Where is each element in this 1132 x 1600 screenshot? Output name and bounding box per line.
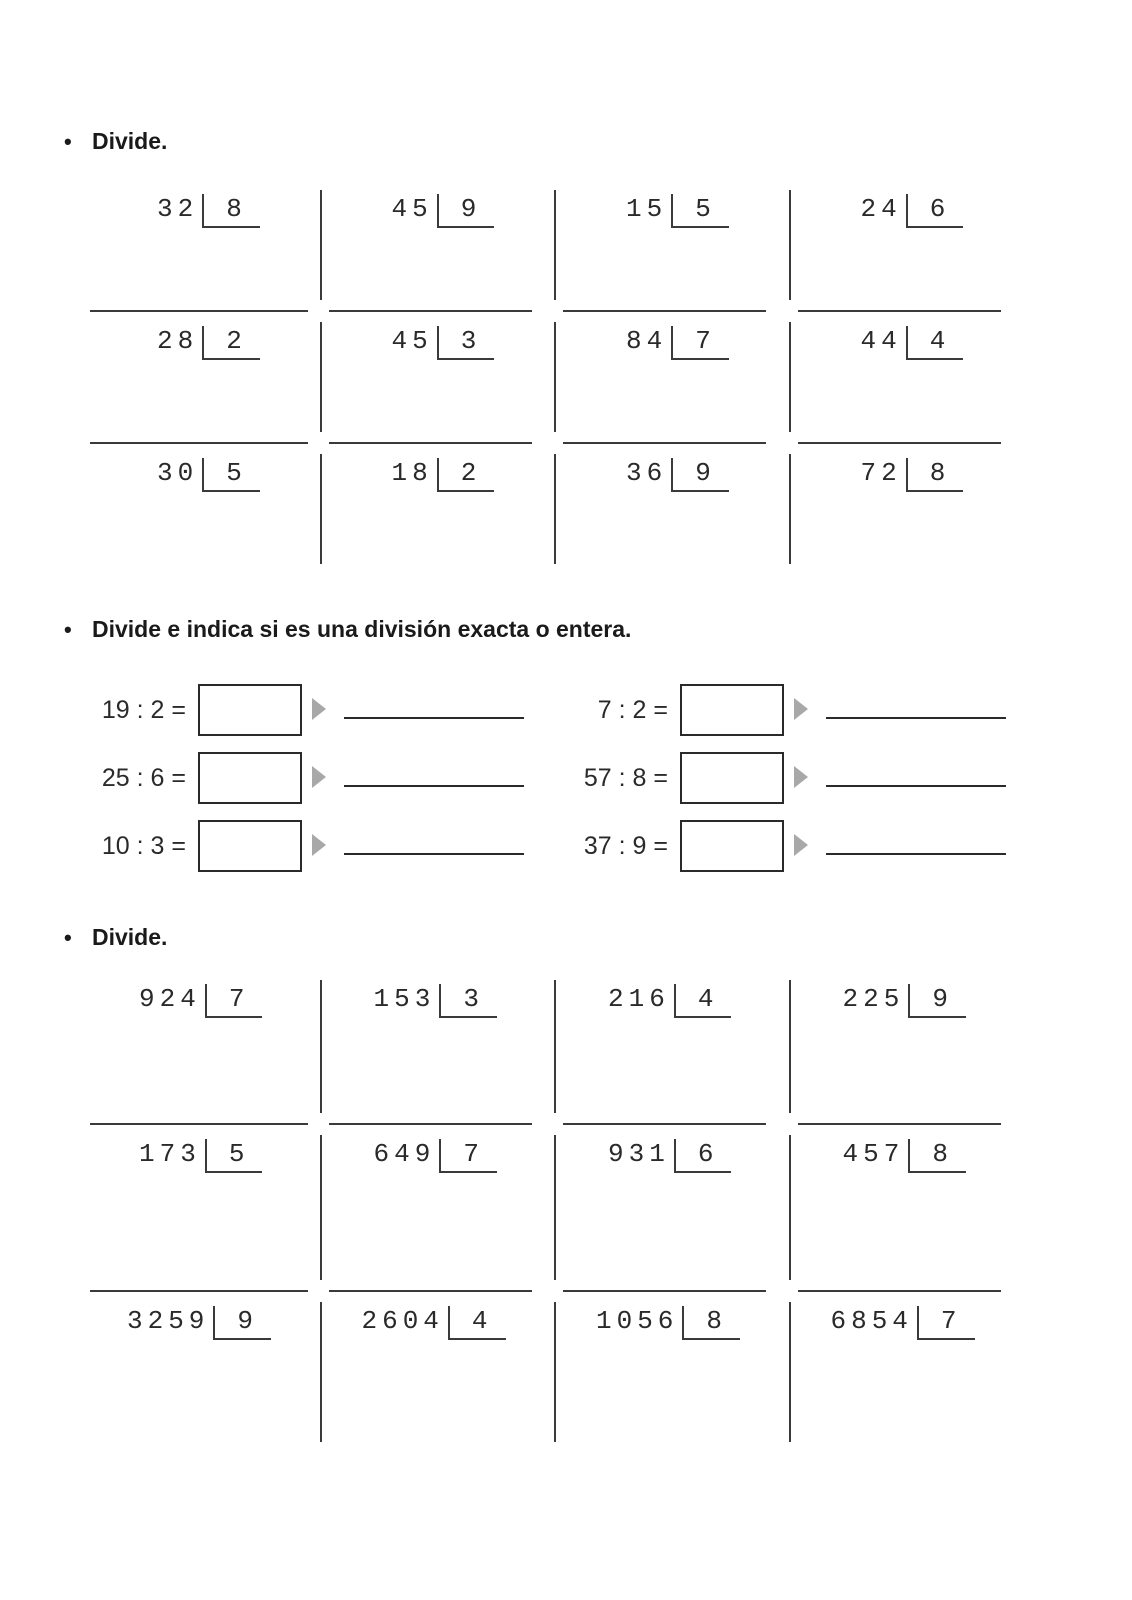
division-problem xyxy=(626,194,729,228)
column-divider xyxy=(554,1135,556,1280)
row-separator xyxy=(798,310,1001,312)
bullet-icon: • xyxy=(64,925,72,950)
row-separator xyxy=(90,1123,308,1125)
dividend: 2604 xyxy=(361,1306,444,1336)
division-cell[interactable] xyxy=(326,190,561,310)
divisor: 5 xyxy=(202,458,260,492)
classification-blank[interactable] xyxy=(344,785,524,787)
divisor: 8 xyxy=(202,194,260,228)
dividend: 225 xyxy=(842,984,905,1014)
column-divider xyxy=(789,322,791,432)
bullet-icon: • xyxy=(64,617,72,642)
dividend: 173 xyxy=(139,1139,201,1169)
arrow-right-icon xyxy=(312,766,326,788)
division-cell[interactable] xyxy=(795,190,1030,310)
division-problem xyxy=(843,1139,966,1173)
answer-box[interactable] xyxy=(198,752,302,804)
dividend: 931 xyxy=(608,1139,670,1169)
division-row xyxy=(91,454,1029,574)
column-divider xyxy=(789,454,791,564)
division-problem xyxy=(843,984,966,1018)
bullet-icon: • xyxy=(64,129,72,154)
divisor: 9 xyxy=(671,458,729,492)
division-expression: 25 : 6 = xyxy=(101,764,186,792)
division-expression: 7 : 2 = xyxy=(597,696,668,724)
arrow-right-icon xyxy=(312,834,326,856)
divisor: 5 xyxy=(205,1139,263,1173)
arrow-right-icon xyxy=(312,698,326,720)
division-cell[interactable] xyxy=(560,190,795,310)
division-cell[interactable] xyxy=(795,1302,1030,1452)
column-divider xyxy=(554,190,556,300)
division-problem xyxy=(831,1306,975,1340)
division-cell[interactable] xyxy=(91,190,326,310)
division-cell[interactable] xyxy=(326,454,561,574)
row-separator xyxy=(563,1290,766,1292)
division-row xyxy=(91,1302,1029,1452)
dividend: 44 xyxy=(860,326,902,356)
division-exercise xyxy=(572,684,1012,736)
section-2-heading xyxy=(64,616,631,643)
divisor: 7 xyxy=(671,326,729,360)
row-separator xyxy=(90,1290,308,1292)
dividend: 153 xyxy=(373,984,436,1014)
division-exercise xyxy=(572,820,1012,872)
division-problem xyxy=(596,1306,740,1340)
row-separator xyxy=(329,310,532,312)
divisor: 9 xyxy=(213,1306,271,1340)
division-cell[interactable] xyxy=(795,1135,1030,1290)
column-divider xyxy=(789,190,791,300)
division-exercise xyxy=(90,820,530,872)
arrow-right-icon xyxy=(794,698,808,720)
row-separator xyxy=(563,442,766,444)
division-expression: 10 : 3 = xyxy=(101,832,186,860)
section-3-heading xyxy=(64,924,167,951)
column-divider xyxy=(554,322,556,432)
divisor: 2 xyxy=(437,458,495,492)
dividend: 28 xyxy=(157,326,199,356)
classification-blank[interactable] xyxy=(826,717,1006,719)
division-problem xyxy=(861,326,964,360)
division-cell[interactable] xyxy=(795,322,1030,442)
division-problem xyxy=(374,984,497,1018)
division-cell[interactable] xyxy=(326,322,561,442)
dividend: 45 xyxy=(391,326,433,356)
row-separator xyxy=(329,442,532,444)
divisor: 7 xyxy=(439,1139,497,1173)
divisor: 4 xyxy=(448,1306,506,1340)
section-2-title: Divide e indica si es una división exacta o entera. xyxy=(92,616,632,642)
division-cell[interactable] xyxy=(91,980,326,1123)
classification-blank[interactable] xyxy=(826,785,1006,787)
division-problem xyxy=(157,326,260,360)
column-divider xyxy=(320,980,322,1113)
division-expression: 57 : 8 = xyxy=(583,764,668,792)
divisor: 8 xyxy=(908,1139,966,1173)
column-divider xyxy=(554,454,556,564)
dividend: 24 xyxy=(860,194,902,224)
dividend: 924 xyxy=(139,984,201,1014)
division-problem xyxy=(127,1306,271,1340)
row-separator xyxy=(90,310,308,312)
row-separator xyxy=(329,1290,532,1292)
row-separator xyxy=(798,442,1001,444)
division-problem xyxy=(861,194,964,228)
dividend: 3259 xyxy=(127,1306,210,1336)
divisor: 7 xyxy=(205,984,263,1018)
division-cell[interactable] xyxy=(91,1302,326,1452)
division-cell[interactable] xyxy=(326,1135,561,1290)
division-expression: 19 : 2 = xyxy=(101,696,186,724)
dividend: 216 xyxy=(608,984,670,1014)
dividend: 15 xyxy=(626,194,668,224)
division-row xyxy=(91,980,1029,1123)
dividend: 649 xyxy=(373,1139,436,1169)
division-row xyxy=(91,190,1029,310)
division-problem xyxy=(139,984,262,1018)
column-divider xyxy=(320,322,322,432)
dividend: 36 xyxy=(626,458,668,488)
division-problem xyxy=(392,458,495,492)
divisor: 2 xyxy=(202,326,260,360)
division-problem xyxy=(861,458,964,492)
divisor: 8 xyxy=(682,1306,740,1340)
division-exercise xyxy=(90,752,530,804)
dividend: 1056 xyxy=(596,1306,679,1336)
divisor: 6 xyxy=(906,194,964,228)
division-cell[interactable] xyxy=(326,1302,561,1452)
division-problem xyxy=(392,326,495,360)
section-3-title: Divide. xyxy=(92,924,168,950)
division-row xyxy=(91,1135,1029,1290)
division-cell[interactable] xyxy=(91,322,326,442)
column-divider xyxy=(789,1135,791,1280)
division-cell[interactable] xyxy=(560,1135,795,1290)
divisor: 4 xyxy=(906,326,964,360)
division-problem xyxy=(362,1306,506,1340)
column-divider xyxy=(320,1302,322,1442)
division-cell[interactable] xyxy=(91,1135,326,1290)
divisor: 3 xyxy=(439,984,497,1018)
row-separator xyxy=(90,442,308,444)
dividend: 6854 xyxy=(830,1306,913,1336)
division-problem xyxy=(626,326,729,360)
division-row xyxy=(91,322,1029,442)
column-divider xyxy=(554,980,556,1113)
division-problem xyxy=(374,1139,497,1173)
division-expression: 37 : 9 = xyxy=(583,832,668,860)
row-separator xyxy=(563,310,766,312)
division-grid-2 xyxy=(91,980,1029,1452)
divisor: 7 xyxy=(917,1306,975,1340)
division-problem xyxy=(139,1139,262,1173)
division-problem xyxy=(608,984,731,1018)
section-1-title: Divide. xyxy=(92,128,168,154)
answer-box[interactable] xyxy=(680,684,784,736)
column-divider xyxy=(789,980,791,1113)
divisor: 5 xyxy=(671,194,729,228)
division-cell[interactable] xyxy=(326,980,561,1123)
column-divider xyxy=(320,190,322,300)
dividend: 84 xyxy=(626,326,668,356)
column-divider xyxy=(320,1135,322,1280)
classification-blank[interactable] xyxy=(344,853,524,855)
answer-box[interactable] xyxy=(198,684,302,736)
dividend: 30 xyxy=(157,458,199,488)
answer-box[interactable] xyxy=(198,820,302,872)
division-cell[interactable] xyxy=(795,980,1030,1123)
row-separator xyxy=(329,1123,532,1125)
division-problem xyxy=(392,194,495,228)
classification-blank[interactable] xyxy=(344,717,524,719)
division-problem xyxy=(157,194,260,228)
row-separator xyxy=(563,1123,766,1125)
divisor: 8 xyxy=(906,458,964,492)
row-separator xyxy=(798,1123,1001,1125)
divisor: 4 xyxy=(674,984,732,1018)
dividend: 72 xyxy=(860,458,902,488)
division-cell[interactable] xyxy=(560,980,795,1123)
division-problem xyxy=(608,1139,731,1173)
division-exercise xyxy=(90,684,530,736)
divisor: 9 xyxy=(908,984,966,1018)
divisor: 3 xyxy=(437,326,495,360)
row-separator xyxy=(798,1290,1001,1292)
division-exercise xyxy=(572,752,1012,804)
answer-box[interactable] xyxy=(680,752,784,804)
arrow-right-icon xyxy=(794,834,808,856)
division-problem xyxy=(626,458,729,492)
divisor: 6 xyxy=(674,1139,732,1173)
dividend: 45 xyxy=(391,194,433,224)
arrow-right-icon xyxy=(794,766,808,788)
dividend: 32 xyxy=(157,194,199,224)
column-divider xyxy=(320,454,322,564)
division-problem xyxy=(157,458,260,492)
column-divider xyxy=(554,1302,556,1442)
division-cell[interactable] xyxy=(91,454,326,574)
division-cell[interactable] xyxy=(560,322,795,442)
section-1-heading xyxy=(64,128,167,155)
answer-box[interactable] xyxy=(680,820,784,872)
column-divider xyxy=(789,1302,791,1442)
dividend: 18 xyxy=(391,458,433,488)
dividend: 457 xyxy=(842,1139,905,1169)
division-cell[interactable] xyxy=(795,454,1030,574)
division-grid-1 xyxy=(91,190,1029,574)
classification-blank[interactable] xyxy=(826,853,1006,855)
division-cell[interactable] xyxy=(560,454,795,574)
division-cell[interactable] xyxy=(560,1302,795,1452)
divisor: 9 xyxy=(437,194,495,228)
